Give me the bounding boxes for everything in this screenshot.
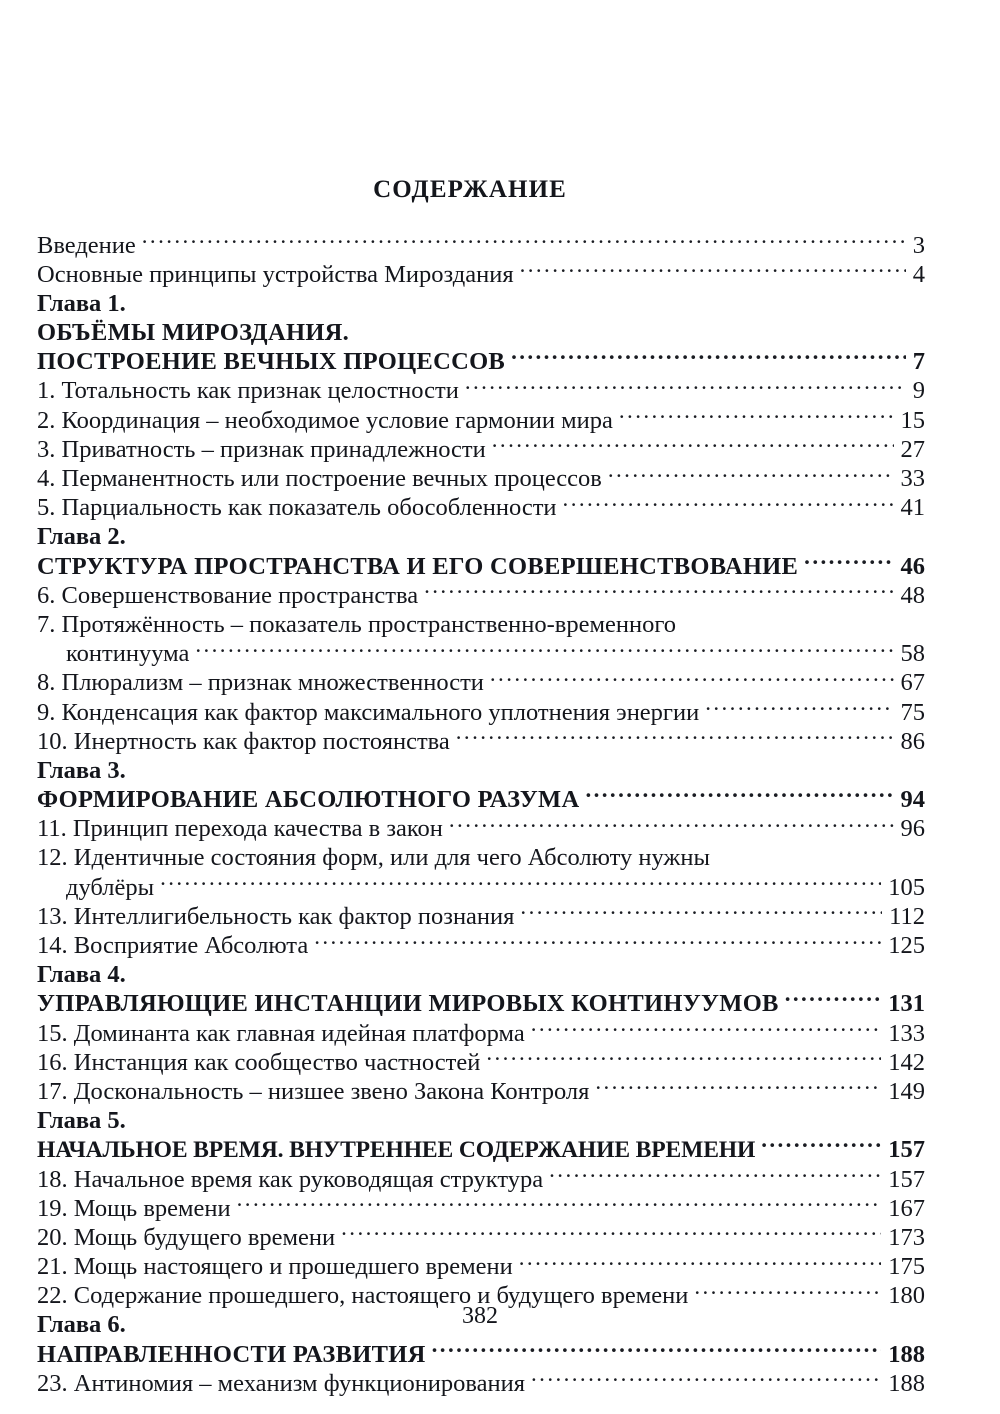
toc-chapter-title[interactable] — [37, 345, 925, 374]
toc-chapter-label — [37, 753, 925, 782]
dot-leader — [126, 1104, 918, 1129]
toc-entry-page-number: 175 — [888, 1253, 925, 1281]
dot-leader — [490, 666, 894, 691]
toc-entry-label: 10. Инертность как фактор постоянства — [37, 727, 450, 755]
toc-entry-label: 6. Совершенствование пространства — [37, 581, 419, 609]
toc-entry-page-number: 9 — [912, 377, 925, 405]
toc-entry-label: ПОСТРОЕНИЕ ВЕЧНЫХ ПРОЦЕССОВ — [37, 348, 506, 376]
toc-entry-section[interactable] — [37, 462, 925, 491]
toc-chapter-label — [37, 286, 925, 315]
dot-leader — [716, 841, 918, 866]
toc-entry-section[interactable] — [37, 899, 925, 928]
toc-entry-label: дублёры — [66, 873, 155, 901]
dot-leader — [519, 1250, 881, 1275]
toc-entry-page-number: 58 — [900, 640, 925, 668]
toc-entry-continuation[interactable] — [37, 870, 925, 899]
toc-entry-section[interactable] — [37, 812, 925, 841]
toc-chapter-title[interactable] — [37, 549, 925, 578]
toc-entry-page-number: 105 — [888, 873, 925, 901]
toc-entry-page-number: 149 — [888, 1077, 925, 1105]
toc-entry-section[interactable] — [37, 1162, 925, 1191]
toc-entry-label: НАПРАВЛЕННОСТИ РАЗВИТИЯ — [37, 1340, 426, 1368]
dot-leader — [563, 491, 894, 516]
dot-leader — [595, 1074, 881, 1099]
toc-chapter-title[interactable] — [37, 987, 925, 1016]
toc-entry-page-number: 48 — [900, 581, 925, 609]
toc-entry-label: 2. Координация – необходимое условие гармонии мира — [37, 406, 613, 434]
toc-entry-section[interactable] — [37, 1366, 925, 1395]
toc-entry-front-matter[interactable] — [37, 228, 925, 257]
dot-leader — [432, 1337, 882, 1362]
toc-entry-label: ФОРМИРОВАНИЕ АБСОЛЮТНОГО РАЗУМА — [37, 786, 580, 814]
toc-entry-section[interactable] — [37, 1016, 925, 1045]
toc-chapter-title[interactable] — [37, 1337, 925, 1366]
toc-entry-label: 9. Конденсация как фактор максимального уплотнения энергии — [37, 698, 700, 726]
toc-entry-label: континуума — [66, 640, 190, 668]
dot-leader — [520, 899, 882, 924]
toc-entry-label: Глава 3. — [37, 756, 126, 784]
dot-leader — [705, 695, 893, 720]
dot-leader — [486, 1045, 881, 1070]
toc-entry-section[interactable] — [37, 695, 925, 724]
dot-leader — [456, 724, 894, 749]
toc-entry-label: 20. Мощь будущего времени — [37, 1223, 336, 1251]
dot-leader — [160, 870, 881, 895]
toc-entry-page-number: 86 — [900, 727, 925, 755]
dot-leader — [531, 1366, 881, 1391]
toc-entry-page-number: 27 — [900, 435, 925, 463]
toc-chapter-label — [37, 1104, 925, 1133]
toc-entry-label: 19. Мощь времени — [37, 1194, 231, 1222]
toc-entry-section[interactable] — [37, 403, 925, 432]
toc-entry-label: 17. Доскональность – низшее звено Закона Контроля — [37, 1077, 590, 1105]
dot-leader — [126, 520, 918, 545]
toc-entry-section[interactable] — [37, 1250, 925, 1279]
toc-entry-label: 21. Мощь настоящего и прошедшего времени — [37, 1253, 513, 1281]
toc-entry-section[interactable] — [37, 578, 925, 607]
toc-entry-page-number: 7 — [912, 348, 925, 376]
toc-chapter-label — [37, 958, 925, 987]
footer-page-number: 382 — [462, 1303, 498, 1329]
toc-entry-label: 14. Восприятие Абсолюта — [37, 932, 309, 959]
toc-chapter-label — [37, 520, 925, 549]
toc-entry-page-number: 67 — [900, 669, 925, 697]
dot-leader — [424, 578, 893, 603]
toc-entry-label: Глава 4. — [37, 961, 126, 989]
toc-entry-label: 4. Перманентность или построение вечных процессов — [37, 465, 602, 492]
dot-leader — [608, 462, 894, 487]
toc-entry-page-number: 157 — [888, 1165, 925, 1193]
toc-entry-label: 22. Содержание прошедшего, настоящего и будущего времени — [37, 1282, 689, 1310]
toc-entry-label: Глава 5. — [37, 1107, 126, 1135]
toc-entry-label: НАЧАЛЬНОЕ ВРЕМЯ. ВНУТРЕННЕЕ СОДЕРЖАНИЕ ВРЕМЕНИ — [37, 1137, 756, 1164]
toc-entry-label: Основные принципы устройства Мироздания — [37, 260, 514, 288]
toc-chapter-title[interactable] — [37, 316, 925, 345]
toc-entry-label: 3. Приватность – признак принадлежности — [37, 435, 486, 463]
toc-entry-front-matter[interactable] — [37, 257, 925, 286]
dot-leader — [195, 637, 893, 662]
toc-entry-page-number: 167 — [888, 1194, 925, 1222]
toc-entry-page-number: 15 — [900, 406, 925, 434]
toc-entry-label: 12. Идентичные состояния форм, или для чего Абсолюту нужны — [37, 844, 710, 872]
toc-entry-label: Глава 6. — [37, 1311, 126, 1339]
toc-entry-section[interactable] — [37, 491, 925, 520]
dot-leader — [549, 1162, 881, 1187]
toc-entry-label: 15. Доминанта как главная идейная платформа — [37, 1019, 525, 1047]
toc-entry-section[interactable] — [37, 1045, 925, 1074]
toc-entry-label: УПРАВЛЯЮЩИЕ ИНСТАНЦИИ МИРОВЫХ КОНТИНУУМОВ — [37, 990, 779, 1018]
dot-leader — [511, 345, 906, 370]
toc-entry-section[interactable] — [37, 724, 925, 753]
toc-entry-page-number: 125 — [888, 932, 925, 959]
toc-chapter-title[interactable] — [37, 1133, 925, 1162]
toc-entry-page-number: 75 — [900, 698, 925, 726]
toc-entry-page-number: 180 — [888, 1282, 925, 1310]
dot-leader — [126, 958, 918, 983]
dot-leader — [694, 1279, 881, 1304]
toc-entry-page-number: 3 — [912, 231, 925, 259]
toc-entry-label: 18. Начальное время как руководящая структура — [37, 1165, 544, 1193]
toc-entry-section — [37, 607, 925, 636]
dot-leader — [682, 607, 918, 632]
toc-entry-label: 8. Плюрализм – признак множественности — [37, 669, 484, 697]
toc-entry-label: 13. Интеллигибельность как фактор познания — [37, 902, 515, 930]
toc-entry-section[interactable] — [37, 1220, 925, 1249]
toc-entry-list — [37, 228, 925, 1396]
toc-entry-label: 7. Протяжённость – показатель пространственно-временного — [37, 610, 677, 638]
dot-leader — [531, 1016, 882, 1041]
dot-leader — [341, 1220, 881, 1245]
toc-entry-label: 5. Парциальность как показатель обособленности — [37, 494, 557, 522]
toc-entry-page-number: 131 — [888, 990, 925, 1018]
toc-entry-section[interactable] — [37, 432, 925, 461]
dot-leader — [126, 753, 918, 778]
dot-leader — [585, 783, 893, 808]
dot-leader — [126, 286, 918, 311]
dot-leader — [355, 316, 918, 341]
toc-entry-label: Глава 2. — [37, 523, 126, 551]
dot-leader — [449, 812, 894, 837]
toc-entry-continuation[interactable] — [37, 637, 925, 666]
toc-entry-page-number: 133 — [888, 1019, 925, 1047]
dot-leader — [492, 432, 894, 457]
dot-leader — [142, 228, 906, 253]
dot-leader — [520, 257, 906, 282]
toc-entry-page-number: 94 — [900, 786, 925, 814]
toc-entry-section[interactable] — [37, 1191, 925, 1220]
toc-entry-section — [37, 841, 925, 870]
dot-leader — [237, 1191, 882, 1216]
toc-entry-label: 1. Тотальность как признак целостности — [37, 377, 459, 405]
toc-entry-section[interactable] — [37, 374, 925, 403]
toc-entry-page-number: 188 — [888, 1340, 925, 1368]
toc-entry-label: Введение — [37, 231, 136, 259]
toc-entry-section[interactable] — [37, 666, 925, 695]
toc-entry-label: Глава 1. — [37, 289, 126, 317]
toc-entry-label: СТРУКТУРА ПРОСТРАНСТВА И ЕГО СОВЕРШЕНСТВОВАНИЕ — [37, 552, 799, 580]
toc-entry-page-number: 4 — [912, 260, 925, 288]
toc-entry-page-number: 188 — [888, 1369, 925, 1397]
toc-entry-page-number: 173 — [888, 1223, 925, 1251]
toc-entry-section[interactable] — [37, 1074, 925, 1103]
dot-leader — [465, 374, 906, 399]
toc-entry-page-number: 96 — [900, 815, 925, 843]
toc-entry-section[interactable] — [37, 929, 925, 958]
dot-leader — [804, 549, 893, 574]
toc-entry-page-number: 142 — [888, 1048, 925, 1076]
dot-leader — [619, 403, 894, 428]
toc-entry-page-number: 112 — [889, 902, 925, 930]
toc-entry-page-number: 33 — [900, 465, 925, 492]
dot-leader — [785, 987, 882, 1012]
toc-entry-label: 16. Инстанция как сообщество частностей — [37, 1048, 481, 1076]
toc-chapter-title[interactable] — [37, 783, 925, 812]
toc-entry-label: 23. Антиномия – механизм функционирования — [37, 1369, 526, 1397]
dot-leader — [761, 1133, 881, 1158]
toc-entry-label: ОБЪЁМЫ МИРОЗДАНИЯ. — [37, 319, 350, 347]
toc-entry-page-number: 46 — [900, 552, 925, 580]
toc-entry-page-number: 157 — [888, 1136, 925, 1164]
dot-leader — [314, 929, 881, 954]
page-title: СОДЕРЖАНИЕ — [373, 176, 567, 203]
toc-entry-page-number: 41 — [900, 494, 925, 522]
toc-entry-label: 11. Принцип перехода качества в закон — [37, 815, 443, 843]
